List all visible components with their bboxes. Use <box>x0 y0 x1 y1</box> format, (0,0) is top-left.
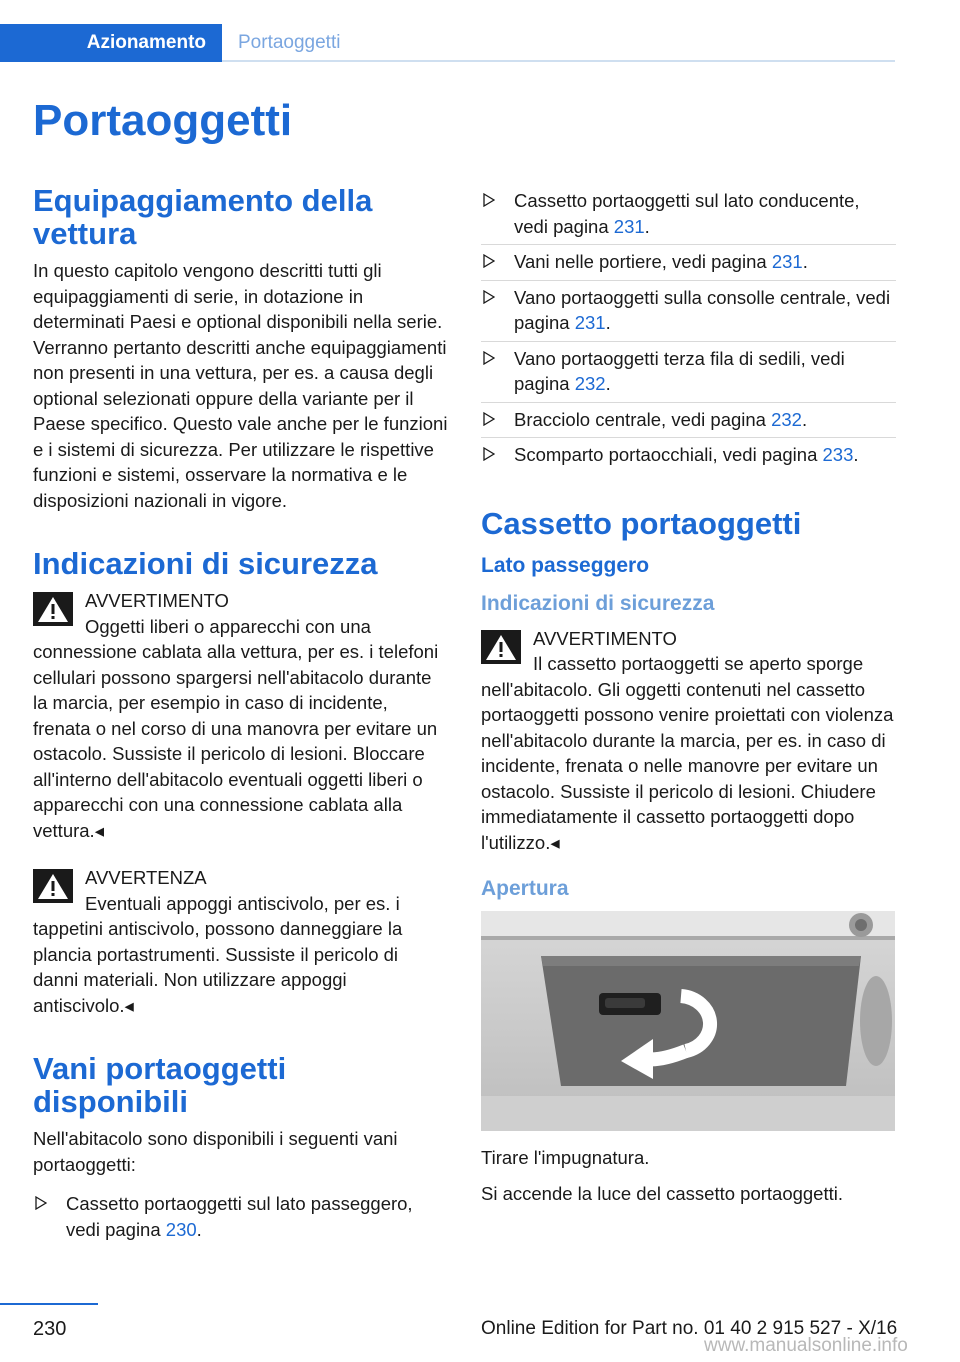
triangle-bullet-icon <box>483 412 495 426</box>
chapter-tab-portaoggetti[interactable]: Portaoggetti <box>238 32 341 53</box>
page-link[interactable]: 230 <box>165 1218 197 1240</box>
edition-text: Online Edition for Part no. 01 40 2 915 527 - X/16 <box>481 1318 898 1339</box>
list-item: Vani nelle portiere, vedi pagina 231. <box>481 244 896 280</box>
heading-equipment: Equipaggiamento della vettura <box>33 183 373 251</box>
warning-1-text: Oggetti liberi o apparecchi con una connessione cablata alla vettura, per es. i telefoni cellulari possono spargersi nell'abitacolo durante la marcia, per esempio in caso di incidente, frenata o nel corso di una manovra per evitare un ostacolo. Sussiste il pericolo di lesioni. Bloccare all'interno dell'abitacolo eventuali oggetti liberi o apparecchi con una connessione cablata alla vettura.◂ <box>33 615 439 841</box>
subheading-glovebox-safety: Indicazioni di sicurezza <box>481 591 715 615</box>
opening-step-1: Tirare l'impugnatura. <box>481 1147 650 1168</box>
triangle-bullet-icon <box>483 351 495 365</box>
page-title: Portaoggetti <box>33 96 293 145</box>
heading-compartments: Vani portaoggetti disponibili <box>33 1051 287 1119</box>
list-item: Cassetto portaoggetti sul lato conducente, vedi pagina 231. <box>481 184 896 244</box>
compartment-list-left <box>33 1187 448 1247</box>
right-column <box>481 184 896 1216</box>
warning-2-text: Eventuali appoggi antiscivolo, per es. i tappetini antiscivolo, possono danneggiare la plancia portastrumenti. Sussiste il pericolo di danni materiali. Non utilizzare appoggi antiscivolo.◂ <box>33 892 403 1016</box>
compartments-intro: Nell'abitacolo sono disponibili i seguenti vani portaoggetti: <box>33 1128 398 1175</box>
glovebox-photo <box>481 911 895 1131</box>
triangle-bullet-icon <box>483 254 495 268</box>
triangle-bullet-icon <box>35 1196 47 1210</box>
compartment-list-right <box>481 184 896 473</box>
opening-step-2: Si accende la luce del cassetto portaoggetti. <box>481 1182 844 1204</box>
equipment-paragraph: In questo capitolo vengono descritti tutti gli equipaggiamenti di serie, in dotazione in determinati Paesi e optional disponibili nella serie. Verranno pertanto descritti anche equipaggiamenti non presenti in una vettura, per es. a causa degli optional selezionati oppure della variante per il Paese specifico. Questo vale anche per le funzioni e i sistemi di sicurezza. Per utilizzare le rispettive funzioni e sistemi, osservare la normativa e le disposizioni nazionali in vigore. <box>33 260 448 511</box>
page-link[interactable]: 231 <box>574 312 606 333</box>
section-tab-azionamento[interactable]: Azionamento <box>0 24 222 62</box>
page-link[interactable]: 232 <box>574 373 606 394</box>
warning-triangle-icon <box>33 592 73 626</box>
page-link[interactable]: 231 <box>771 251 803 272</box>
warning-block-3 <box>481 626 896 856</box>
warning-3-text: Il cassetto portaoggetti se aperto sporge nell'abitacolo. Gli oggetti contenuti nel cassetto portaoggetti possono venire proiettati con violenza nell'abitacolo durante la marcia, per es. in caso di incidente, frenata o nelle manovre per evitare un ostacolo. Sussiste il pericolo di lesioni. Chiudere immediatamente il cassetto portaoggetti dopo l'utilizzo.◂ <box>481 653 894 853</box>
triangle-bullet-icon <box>483 290 495 304</box>
footer-divider <box>0 1303 98 1305</box>
list-item: Cassetto portaoggetti sul lato passeggero, vedi pagina 230. <box>33 1187 448 1247</box>
triangle-bullet-icon <box>483 447 495 461</box>
warning-1-title: AVVERTIMENTO <box>85 590 229 611</box>
triangle-bullet-icon <box>483 193 495 207</box>
heading-glovebox: Cassetto portaoggetti <box>481 505 802 541</box>
list-item: Vano portaoggetti sulla consolle centrale, vedi pagina 231. <box>481 280 896 341</box>
list-item: Bracciolo centrale, vedi pagina 232. <box>481 402 896 438</box>
warning-block-1 <box>33 588 448 843</box>
list-item: Vano portaoggetti terza fila di sedili, vedi pagina 232. <box>481 341 896 402</box>
list-item: Scomparto portaocchiali, vedi pagina 233. <box>481 437 896 473</box>
page-link[interactable]: 233 <box>822 444 854 465</box>
page-link[interactable]: 232 <box>771 408 802 430</box>
left-column <box>33 184 448 1247</box>
warning-3-title: AVVERTIMENTO <box>533 627 677 649</box>
warning-2-title: AVVERTENZA <box>85 867 207 888</box>
page-header <box>0 24 895 62</box>
subheading-opening: Apertura <box>481 877 569 900</box>
page-link[interactable]: 231 <box>613 215 645 237</box>
page-number: 230 <box>33 1318 67 1340</box>
watermark-text: www.manualsonline.info <box>704 1335 908 1356</box>
heading-safety: Indicazioni di sicurezza <box>33 546 378 581</box>
warning-block-2 <box>33 865 448 1018</box>
warning-triangle-icon <box>481 630 521 664</box>
warning-triangle-icon <box>33 869 73 903</box>
subheading-passenger-side: Lato passeggero <box>481 553 650 577</box>
